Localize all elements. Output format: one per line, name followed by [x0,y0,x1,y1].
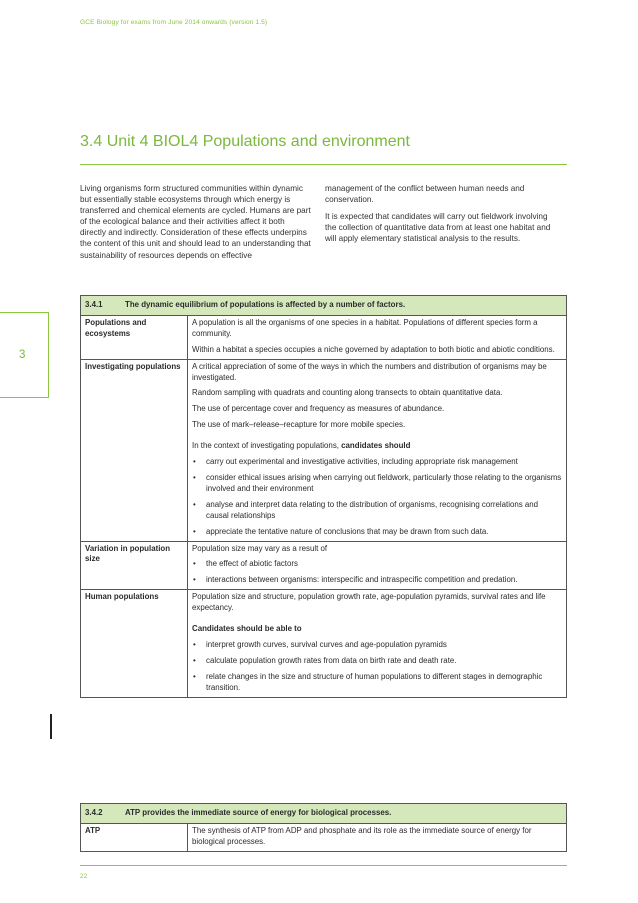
intro-paragraph: management of the conflict between human needs and conservation. [325,184,525,205]
section-heading [81,296,567,316]
row-paragraph: The use of mark–release–recapture for more mobile species. [192,420,406,430]
spec-table-3-4-1 [80,295,567,698]
table-row [81,590,567,697]
table-row [81,541,567,590]
table-row [81,359,567,541]
spec-table-3-4-2 [80,803,567,852]
section-title: ATP provides the immediate source of energy for biological processes. [125,808,392,817]
table-row [81,823,567,851]
bullet-list [192,559,562,586]
title-rule [80,164,567,165]
list-item: • carry out experimental and investigative activities, including appropriate risk management [192,457,562,468]
bold-lead-paragraph [192,624,562,635]
row-label: Variation in population size [81,541,188,590]
bullet-list [192,640,562,694]
row-content [188,541,567,590]
page-number: 22 [80,873,88,880]
row-paragraph: The synthesis of ATP from ADP and phosphate and its role as the immediate source of energy for biological processes. [192,825,532,846]
section-number: 3.4.2 [85,808,103,817]
list-item: • analyse and interpret data relating to the distribution of organisms, recognising correlations and causal relationships [192,500,562,522]
list-item: • appreciate the tentative nature of conclusions that may be drawn from such data. [192,527,562,538]
row-content [188,315,567,359]
list-item: • the effect of abiotic factors [192,559,562,570]
row-content [188,590,567,697]
lead-in-paragraph [192,441,562,452]
section-title: The dynamic equilibrium of populations is affected by a number of factors. [125,300,406,309]
running-header: GCE Biology for exams from June 2014 onwards (version 1.5) [80,19,268,26]
row-paragraph: Within a habitat a species occupies a niche governed by adaptation to both biotic and abiotic conditions. [192,344,555,354]
row-label: Populations and ecosystems [81,315,188,359]
lead-in-bold: candidates should [341,441,411,451]
intro-left-column [80,183,312,267]
lead-in-text: In the context of investigating populations, [192,441,342,451]
table-header-row [81,296,567,316]
table-header-row [81,804,567,824]
bold-lead: Candidates should be able to [192,624,302,634]
footer-rule [80,865,567,866]
row-paragraph: The use of percentage cover and frequency as measures of abundance. [192,404,445,414]
intro-right-column [325,183,557,250]
intro-paragraph: It is expected that candidates will carry out fieldwork involving the collection of quantitative data from at least one habitat and will apply elementary statistical analysis to the results. [325,212,551,244]
section-heading [81,804,567,824]
list-item: • interpret growth curves, survival curves and age-population pyramids [192,640,562,651]
table-row [81,315,567,359]
section-number: 3.4.1 [85,300,103,309]
bullet-list [192,457,562,537]
row-label: ATP [81,823,188,851]
section-tab-number: 3 [19,349,26,361]
row-content [188,359,567,541]
list-item: • relate changes in the size and structure of human populations to different stages in demographic transition. [192,672,562,694]
row-content [188,823,567,851]
list-item: • consider ethical issues arising when carrying out fieldwork, particularly those relating to the organisms involved and their environment [192,473,562,495]
intro-paragraph: Living organisms form structured communities within dynamic but essentially stable ecosystems through which energy is transferred and chemical elements are cycled. Humans are part of the ecological balance and their activities affect it both directly and indirectly. Consideration of these effects underpins the content of this unit and should lead to an understanding that sustainability of resources depends on effective [80,184,311,260]
section-side-tab [0,312,49,398]
row-paragraph: A population is all the organisms of one species in a habitat. Populations of different species form a community. [192,317,538,338]
list-item: • interactions between organisms: interspecific and intraspecific competition and predation. [192,575,562,586]
row-paragraph: Population size and structure, population growth rate, age-population pyramids, survival rates and life expectancy. [192,592,546,613]
row-paragraph: A critical appreciation of some of the ways in which the numbers and distribution of organisms may be investigated. [192,361,547,382]
row-paragraph: Random sampling with quadrats and counting along transects to obtain quantitative data. [192,388,503,398]
list-item: • calculate population growth rates from data on birth rate and death rate. [192,656,562,667]
row-label: Investigating populations [81,359,188,541]
row-label: Human populations [81,590,188,697]
text-cursor-mark [50,714,52,739]
row-paragraph: Population size may vary as a result of [192,543,328,553]
page-title: 3.4 Unit 4 BIOL4 Populations and environment [80,133,410,150]
